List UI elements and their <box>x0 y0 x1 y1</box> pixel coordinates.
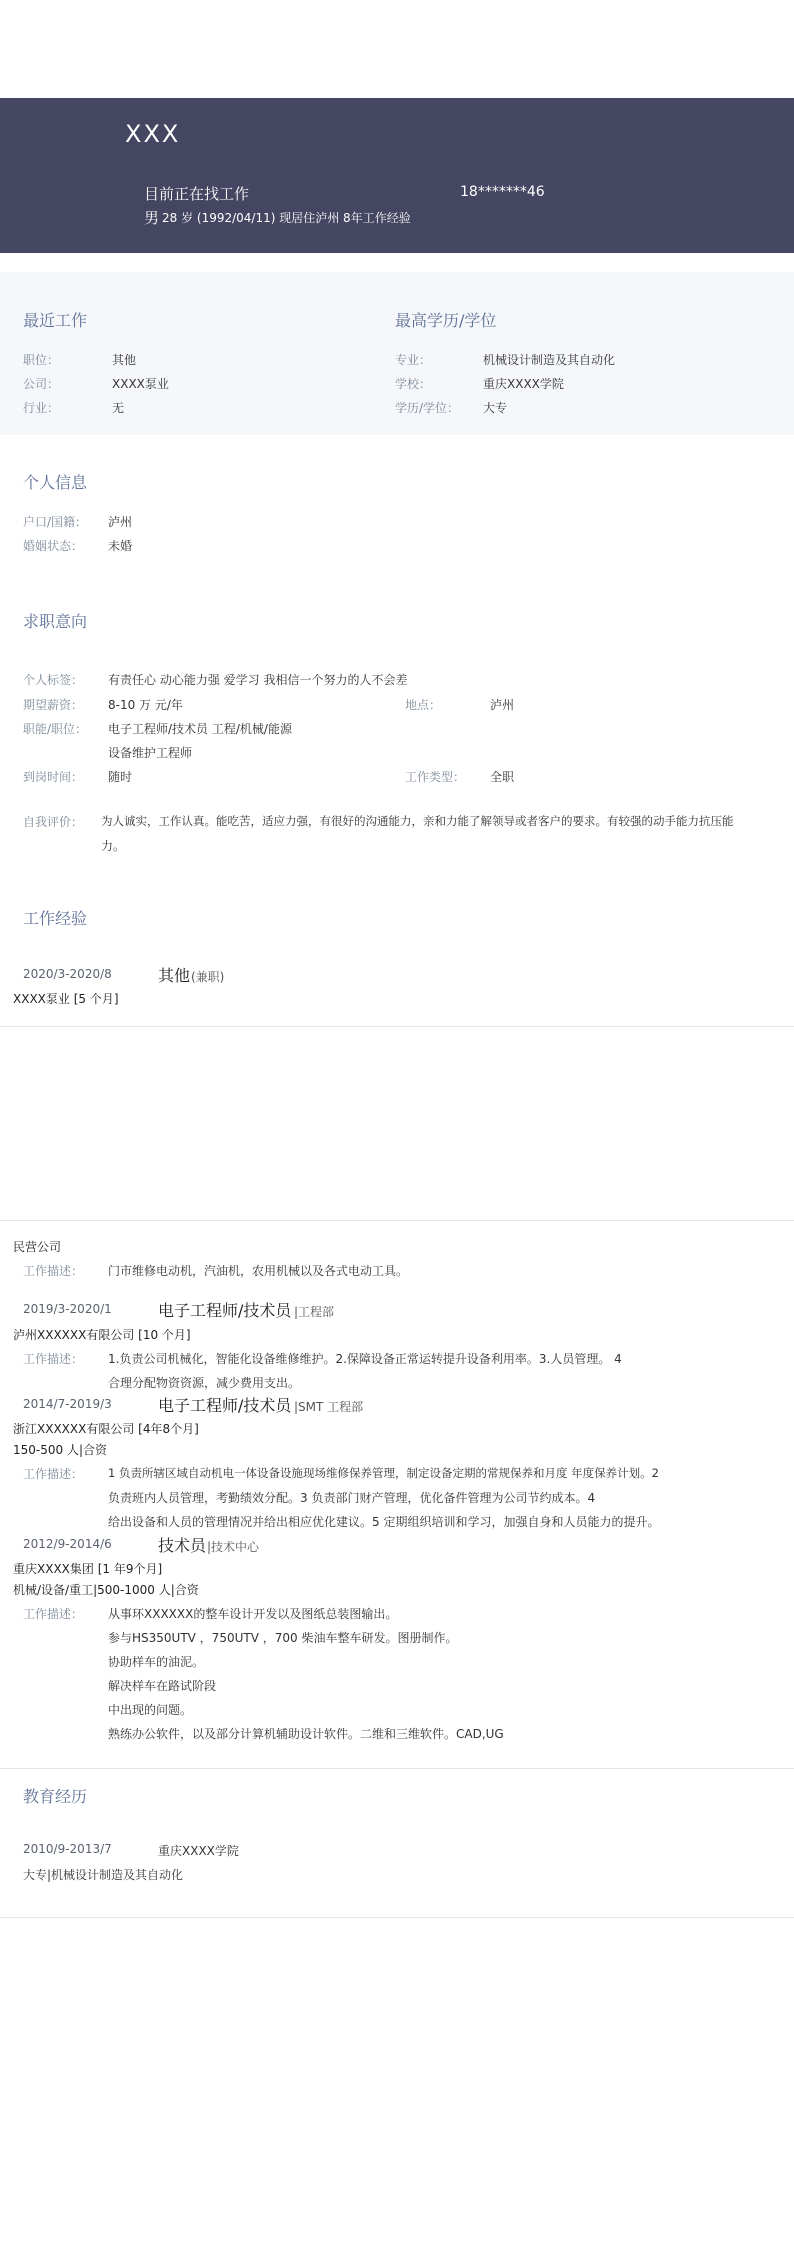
self-eval-line-1: 为人诚实，工作认真。能吃苦，适应力强，有很好的沟通能力，亲和力能了解领导或者客户的要求。有较强的动手能力抗压能 <box>101 814 734 828</box>
job-desc-line: 参与HS350UTV ，750UTV ，700 柴油车整车研发。图册制作。 <box>108 1631 458 1645</box>
job-status: 目前正在找工作 <box>144 185 250 203</box>
job-company-type: 民营公司 <box>13 1240 62 1254</box>
recent-industry: 无 <box>112 401 125 415</box>
work-experience-title: 工作经验 <box>23 909 88 928</box>
job-desc-line: 中出现的问题。 <box>108 1703 193 1717</box>
phone-number: 18*******46 <box>460 184 545 200</box>
location-label: 地点： <box>405 698 442 712</box>
job-desc-label: 工作描述： <box>23 1607 84 1621</box>
divider <box>0 1768 794 1769</box>
job-dept: |SMT 工程部 <box>294 1400 364 1414</box>
job-position: 电子工程师/技术员 <box>158 1396 292 1415</box>
education-title: 教育经历 <box>23 1787 88 1806</box>
recent-work-title: 最近工作 <box>23 311 88 330</box>
degree-label: 学历/学位： <box>395 401 460 415</box>
resume-header <box>0 98 794 253</box>
divider <box>0 1220 794 1221</box>
job-company: 泸州XXXXXX有限公司 [10 个月] <box>13 1328 191 1342</box>
marital-status: 未婚 <box>108 539 133 553</box>
school: 重庆XXXX学院 <box>483 377 564 391</box>
recent-company-label: 公司： <box>23 377 60 391</box>
job-company: 重庆XXXX集团 [1 年9个月] <box>13 1562 163 1576</box>
job-dept: |技术中心 <box>207 1540 260 1554</box>
divider <box>0 1917 794 1918</box>
location: 泸州 <box>490 698 515 712</box>
recent-company: XXXX泵业 <box>112 377 169 391</box>
job-desc-line: 1.负责公司机械化，智能化设备维修维护。2.保障设备正常运转提升设备利用率。3.人员管理。 4 <box>108 1352 622 1366</box>
salary-label: 期望薪资： <box>23 698 84 712</box>
job-company: 浙江XXXXXX有限公司 [4年8个月] <box>13 1422 199 1436</box>
recent-industry-label: 行业： <box>23 401 60 415</box>
job-desc-line: 熟练办公软件，以及部分计算机辅助设计软件。二维和三维软件。CAD,UG <box>108 1727 504 1741</box>
arrival-time: 随时 <box>108 770 133 784</box>
job-desc-label: 工作描述： <box>23 1352 84 1366</box>
function-1: 电子工程师/技术员 工程/机械/能源 <box>108 722 292 736</box>
job-position: 技术员 <box>158 1536 207 1555</box>
job-dept: (兼职) <box>191 970 225 984</box>
job-position: 其他 <box>158 966 191 985</box>
edu-date: 2010/9-2013/7 <box>23 1842 112 1856</box>
job-date: 2019/3-2020/1 <box>23 1302 112 1316</box>
job-desc-label: 工作描述： <box>23 1264 84 1278</box>
arrival-label: 到岗时间： <box>23 770 84 784</box>
candidate-name: XXX <box>125 120 181 148</box>
job-desc-line: 协助样车的油泥。 <box>108 1655 205 1669</box>
recent-position-label: 职位： <box>23 353 60 367</box>
job-dept: |工程部 <box>294 1305 335 1319</box>
job-date: 2020/3-2020/8 <box>23 967 112 981</box>
degree: 大专 <box>483 401 508 415</box>
major-label: 专业： <box>395 353 432 367</box>
hukou: 泸州 <box>108 515 133 529</box>
expected-salary: 8-10 万 元/年 <box>108 698 183 712</box>
top-education-title: 最高学历/学位 <box>395 311 497 330</box>
job-intention-title: 求职意向 <box>23 612 88 631</box>
job-position: 电子工程师/技术员 <box>158 1301 292 1320</box>
job-desc-line: 给出设备和人员的管理情况并给出相应优化建议。5 定期组织培训和学习，加强自身和人员能力的提升。 <box>108 1515 660 1529</box>
recent-position: 其他 <box>112 353 137 367</box>
major: 机械设计制造及其自动化 <box>483 353 616 367</box>
self-eval-line-2: 力。 <box>101 839 126 853</box>
marital-label: 婚姻状态： <box>23 539 84 553</box>
basic-bio: 28 岁 (1992/04/11) 现居住泸州 8年工作经验 <box>162 211 411 225</box>
job-desc-line: 1 负责所辖区域自动机电一体设备设施现场维修保养管理，制定设备定期的常规保养和月度 年度保养计划。2 <box>108 1466 659 1480</box>
hukou-label: 户口/国籍： <box>23 515 88 529</box>
job-desc-line: 从事环XXXXXX的整车设计开发以及图纸总装图输出。 <box>108 1607 398 1621</box>
job-desc-line: 合理分配物资资源，减少费用支出。 <box>108 1376 301 1390</box>
gender: 男 <box>144 209 160 227</box>
job-date: 2012/9-2014/6 <box>23 1537 112 1551</box>
personal-info-title: 个人信息 <box>23 473 88 492</box>
job-company: XXXX泵业 [5 个月] <box>13 992 119 1006</box>
job-company-type: 机械/设备/重工|500-1000 人|合资 <box>13 1583 199 1597</box>
self-eval-label: 自我评价： <box>23 815 84 829</box>
divider <box>0 1026 794 1027</box>
job-desc-line: 负责班内人员管理，考勤绩效分配。3 负责部门财产管理，优化备件管理为公司节约成本。4 <box>108 1491 596 1505</box>
school-label: 学校： <box>395 377 432 391</box>
personal-tags: 有责任心 动心能力强 爱学习 我相信一个努力的人不会差 <box>108 673 408 687</box>
function-label: 职能/职位： <box>23 722 88 736</box>
edu-detail: 大专|机械设计制造及其自动化 <box>23 1868 184 1882</box>
job-desc-label: 工作描述： <box>23 1467 84 1481</box>
job-type: 全职 <box>490 770 515 784</box>
jobtype-label: 工作类型： <box>405 770 466 784</box>
function-2: 设备维护工程师 <box>108 746 193 760</box>
job-desc-line: 门市维修电动机，汽油机，农用机械以及各式电动工具。 <box>108 1264 409 1278</box>
job-company-type: 150-500 人|合资 <box>13 1443 107 1457</box>
job-desc-line: 解决样车在路试阶段 <box>108 1679 217 1693</box>
tags-label: 个人标签： <box>23 673 84 687</box>
edu-school: 重庆XXXX学院 <box>158 1844 239 1858</box>
job-date: 2014/7-2019/3 <box>23 1397 112 1411</box>
